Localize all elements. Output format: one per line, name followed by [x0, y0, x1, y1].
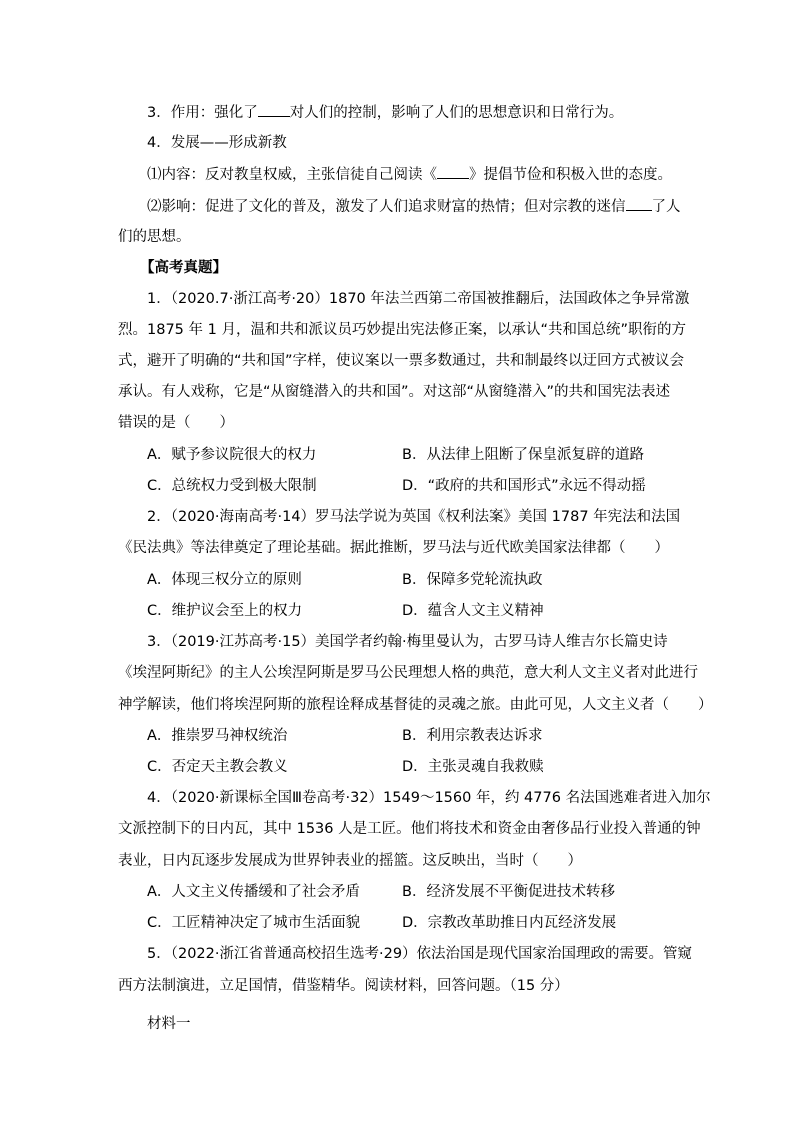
- fill-blank-2[interactable]: [437, 164, 469, 179]
- question-2-line: 《民法典》等法律奠定了理论基础。据此推断，罗马法与近代欧美国家法律都（ ）: [118, 540, 669, 556]
- question-5-line: 5．（2022·浙江省普通高校招生选考·29）依法治国是现代国家治国理政的需要。管窥: [147, 946, 693, 962]
- question-1-option-b[interactable]: B．从法律上阻断了保皇派复辟的道路: [402, 447, 644, 463]
- question-1-line: 承认。有人戏称，它是“从窗缝潜入的共和国”。对这部“从窗缝潜入”的共和国宪法表述: [118, 384, 671, 400]
- question-4-option-b[interactable]: B．经济发展不平衡促进技术转移: [402, 884, 615, 900]
- question-3-line: 3．（2019·江苏高考·15）美国学者约翰·梅里曼认为，古罗马诗人维吉尔长篇史诗: [147, 634, 668, 650]
- section-title: 【高考真题】: [140, 260, 227, 276]
- question-1-line: 1．（2020.7·浙江高考·20）1870 年法兰西第二帝国被推翻后，法国政体之争异常激: [147, 291, 690, 307]
- question-4-option-a[interactable]: A．人文主义传播缓和了社会矛盾: [147, 884, 360, 900]
- question-1-line: 式，避开了明确的“共和国”字样，使议案以一票多数通过，共和制最终以迂回方式被议会: [118, 353, 685, 369]
- question-2-line: 2．（2020·海南高考·14）罗马法学说为英国《权利法案》美国 1787 年宪法和法国: [147, 509, 681, 525]
- question-3-line: 《埃涅阿斯纪》的主人公埃涅阿斯是罗马公民理想人格的典范，意大利人文主义者对此进行: [118, 665, 698, 681]
- question-2-option-a[interactable]: A．体现三权分立的原则: [147, 572, 302, 588]
- point-4-influence: ⑵影响：促进了文化的普及，激发了人们追求财富的热情；但对宗教的迷信 了人: [147, 196, 681, 217]
- question-3-option-a[interactable]: A．推崇罗马神权统治: [147, 728, 288, 744]
- question-3-option-d[interactable]: D．主张灵魂自我救赎: [402, 759, 544, 775]
- question-2-option-d[interactable]: D．蕴含人文主义精神: [402, 603, 544, 619]
- question-1-option-c[interactable]: C．总统权力受到极大限制: [147, 478, 317, 494]
- point-4-content: ⑴内容：反对教皇权威，主张信徒自己阅读《 》提倡节俭和积极入世的态度。: [147, 164, 672, 185]
- question-4-option-c[interactable]: C．工匠精神决定了城市生活面貌: [147, 915, 361, 931]
- question-1-option-d[interactable]: D．“政府的共和国形式”永远不得动摇: [402, 478, 646, 494]
- question-2-option-c[interactable]: C．维护议会至上的权力: [147, 603, 303, 619]
- question-4-line: 文派控制下的日内瓦，其中 1536 人是工匠。他们将技术和资金由奢侈品行业投入普通的钟: [118, 821, 701, 837]
- point-3-effect: 3．作用：强化了 对人们的控制，影响了人们的思想意识和日常行为。: [147, 102, 623, 123]
- question-1-line: 错误的是（ ）: [118, 415, 234, 431]
- question-1-option-a[interactable]: A．赋予参议院很大的权力: [147, 447, 317, 463]
- question-4-line: 表业，日内瓦逐步发展成为世界钟表业的摇篮。这反映出，当时（ ）: [118, 853, 582, 869]
- question-2-option-b[interactable]: B．保障多党轮流执政: [402, 572, 543, 588]
- question-5-line: 西方法制演进，立足国情，借鉴精华。阅读材料，回答问题。（15 分）: [118, 978, 569, 994]
- point-4-influence-cont: 们的思想。: [118, 229, 191, 245]
- question-3-line: 神学解读，他们将埃涅阿斯的旅程诠释成基督徒的灵魂之旅。由此可见，人文主义者（ ）: [118, 697, 713, 713]
- question-1-line: 烈。1875 年 1 月，温和共和派议员巧妙提出宪法修正案，以承认“共和国总统”职衔的方: [118, 322, 686, 338]
- question-3-option-b[interactable]: B．利用宗教表达诉求: [402, 728, 543, 744]
- question-3-option-c[interactable]: C．否定天主教会教义: [147, 759, 288, 775]
- question-4-line: 4．（2020·新课标全国Ⅲ卷高考·32）1549～1560 年，约 4776 名法国逃难者进入加尔: [147, 790, 711, 806]
- point-4-heading: 4．发展——形成新教: [147, 135, 287, 151]
- fill-blank-3[interactable]: [626, 196, 652, 211]
- question-5-material-label: 材料一: [147, 1016, 191, 1032]
- fill-blank-1[interactable]: [258, 102, 290, 117]
- question-4-option-d[interactable]: D．宗教改革助推日内瓦经济发展: [402, 915, 617, 931]
